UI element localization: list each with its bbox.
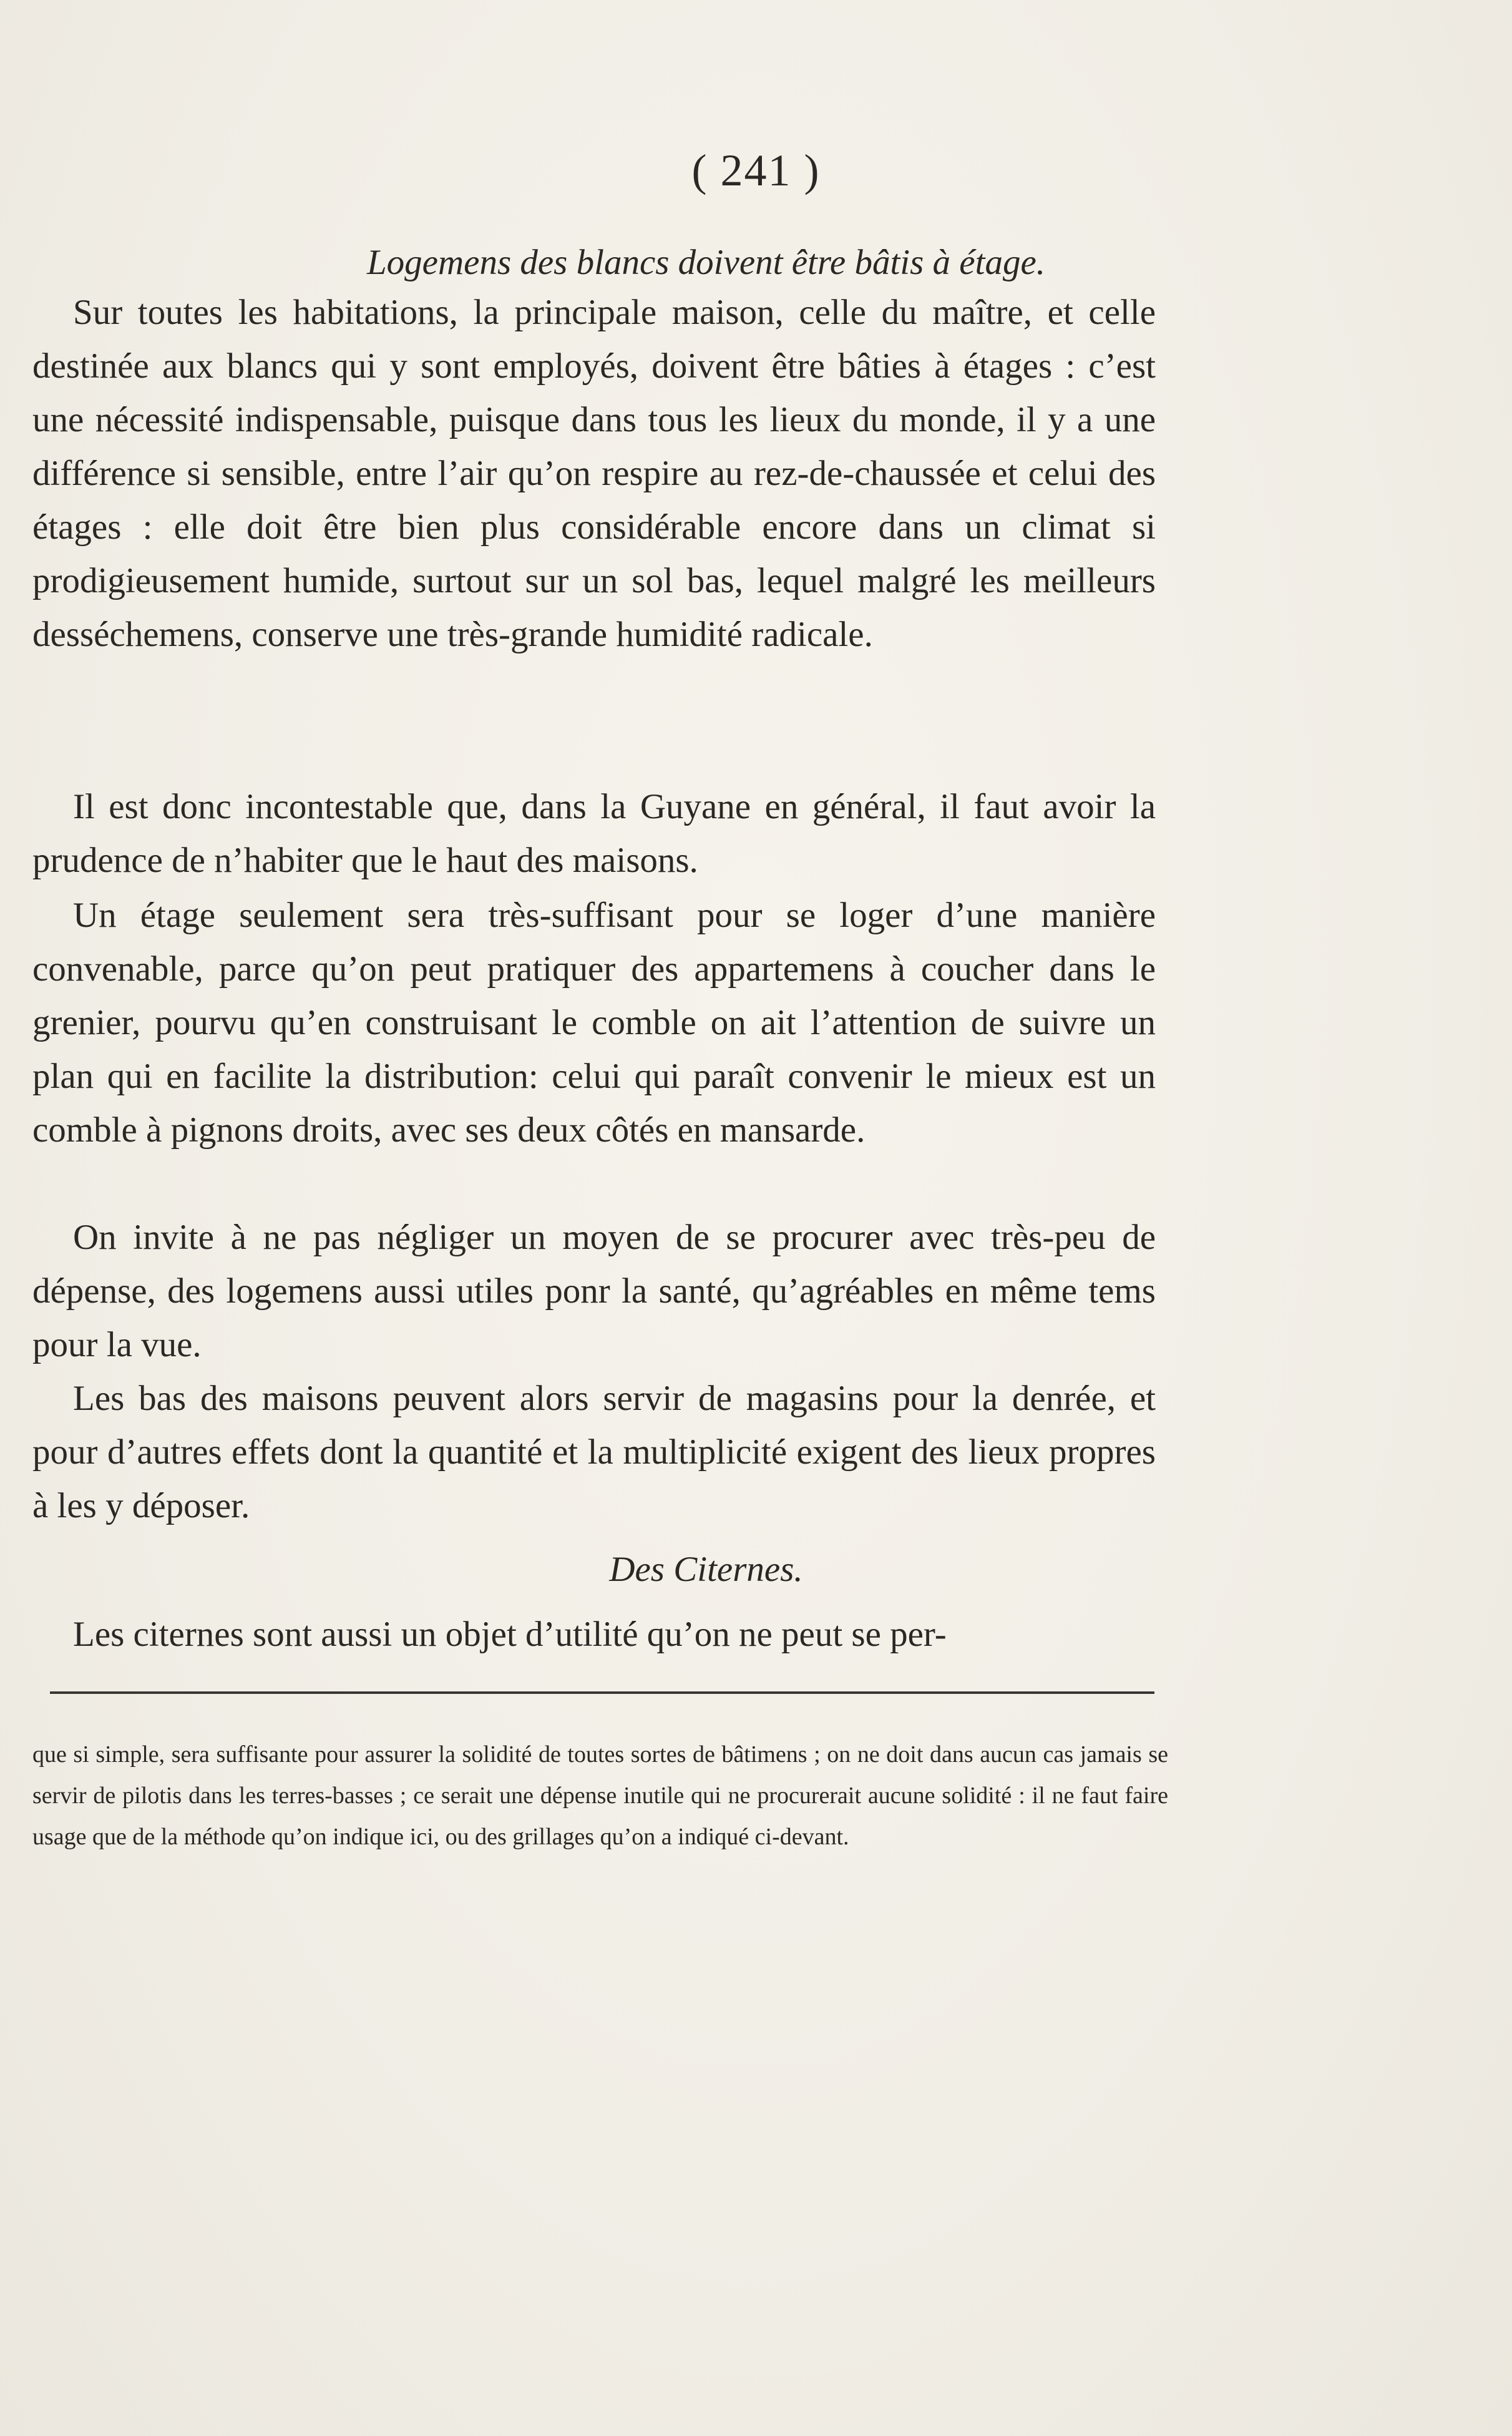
paragraph <box>32 889 1156 1157</box>
paragraph-text: Les citernes sont aussi un objet d’utilité qu’on ne peut se per- <box>73 1615 947 1654</box>
paragraph-text: Les bas des maisons peuvent alors servir de magasins pour la denrée, et pour d’autres effets dont la quantité et la multiplicité exigent des lieux propres à les y déposer. <box>32 1379 1156 1525</box>
paragraph-text: Il est donc incontestable que, dans la Guyane en général, il faut avoir la prudence de n’habiter que le haut des maisons. <box>32 787 1156 880</box>
paragraph <box>32 780 1156 888</box>
paragraph <box>32 1211 1156 1372</box>
footnote: que si simple, sera suffisante pour assurer la solidité de toutes sortes de bâtimens ; on ne doit dans aucun cas jamais se servir de pilotis dans les terres-basses ; ce serait une dépense inutile qui ne procurerait aucune solidité : il ne faut faire usage que de la méthode qu’on indique ici, ou des grillages qu’on a indiqué ci-devant. <box>32 1741 1168 1850</box>
section-heading-logemens: Logemens des blancs doivent être bâtis à étage. <box>366 243 1045 282</box>
section-heading-citernes: Des Citernes. <box>609 1550 803 1589</box>
paragraph <box>32 1608 1156 1661</box>
paragraph-text: Sur toutes les habitations, la principale maison, celle du maître, et celle destinée aux blancs qui y sont employés, doivent être bâties à étages : c’est une nécessité indispensable, puisque dans tous les lieux du monde, il y a une différence si sensible, entre l’air qu’on respire au rez-de-chaussée et celui des étages : elle doit être bien plus considérable encore dans un climat si prodigieusement humide, surtout sur un sol bas, lequel malgré les meilleurs desséchemens, conserve une très-grande humidité radicale. <box>32 293 1156 654</box>
paragraph <box>32 286 1156 662</box>
paragraph <box>32 1372 1156 1533</box>
paragraph-text: On invite à ne pas négliger un moyen de se procurer avec très-peu de dépense, des logemens aussi utiles ponr la santé, qu’agréables en même tems pour la vue. <box>32 1218 1156 1364</box>
paragraph-text: Un étage seulement sera très-suffisant pour se loger d’une manière convenable, parce qu’on peut pratiquer des appartemens à coucher dans le grenier, pourvu qu’en construisant le comble on ait l’attention de suivre un plan qui en facilite la distribution: celui qui paraît convenir le mieux est un comble à pignons droits, avec ses deux côtés en mansarde. <box>32 896 1156 1150</box>
page-number: ( 241 ) <box>691 145 821 195</box>
footnote-divider <box>50 1691 1154 1694</box>
